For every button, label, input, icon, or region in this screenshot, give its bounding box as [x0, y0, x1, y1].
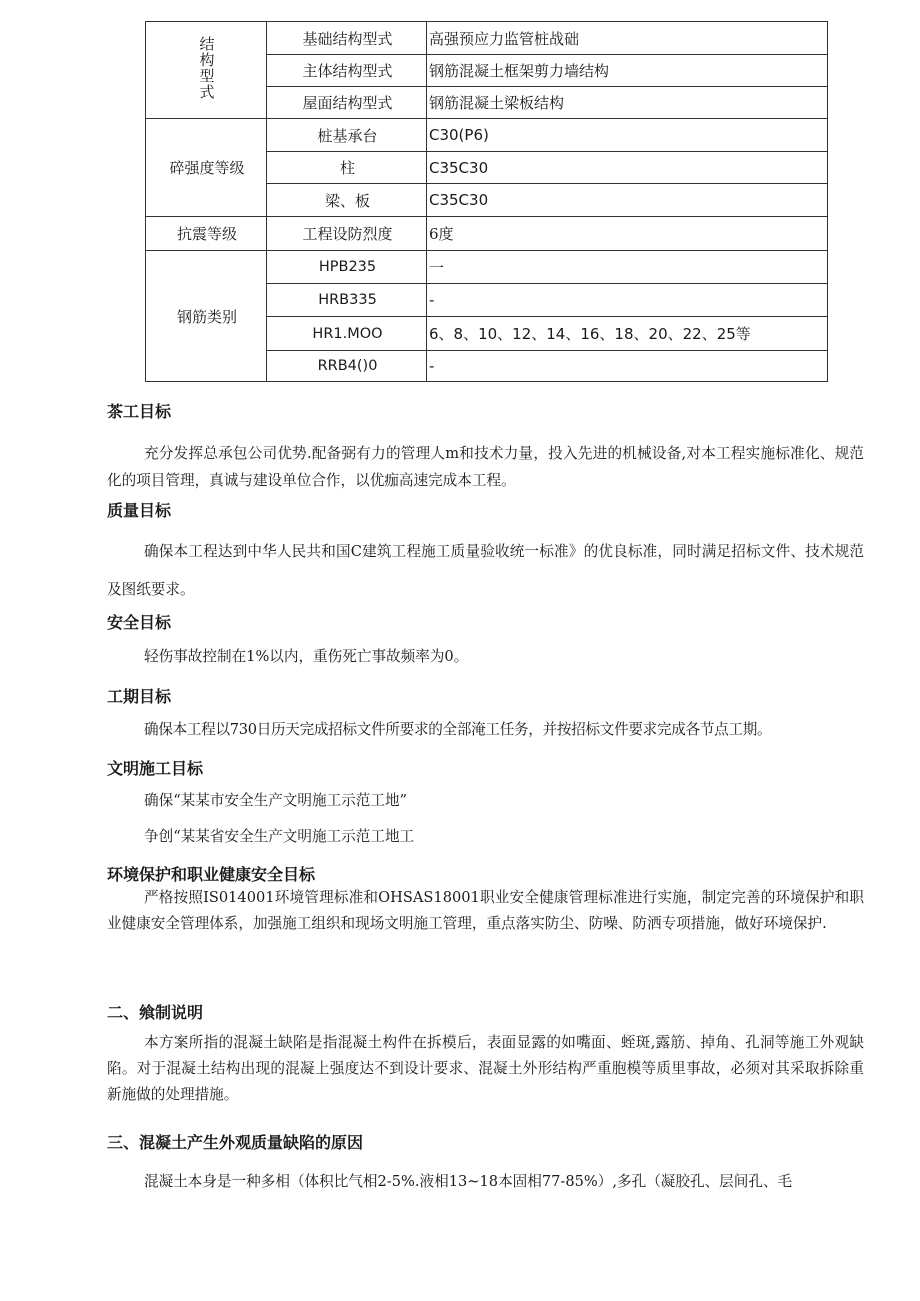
- rebar-value: 一: [427, 251, 828, 284]
- section-paragraph: 争创“某某省安全生产文明施工示范工地工: [144, 828, 415, 845]
- structure-item: 基础结构型式: [267, 22, 427, 55]
- seismic-value: 6度: [427, 217, 828, 251]
- rebar-item: RRB4()0: [267, 351, 427, 382]
- rebar-value: 6、8、10、12、14、16、18、20、22、25等: [427, 317, 828, 351]
- section-paragraph: 确保本工程以730日历天完成招标文件所要求的全部淹工任务，并按招标文件要求完成各节点工期。: [144, 721, 772, 738]
- section-heading: 环境保护和职业健康安全目标: [107, 865, 316, 884]
- structure-category: 结构型式: [146, 22, 267, 119]
- section-paragraph: 确保本工程达到中华人民共和国C建筑工程施工质量验收统一标准》的优良标准，同时满足招标文件、技术规范及图纸要求。: [107, 543, 864, 598]
- structure-value: 高强预应力监管桩战础: [427, 22, 828, 55]
- concrete-item: 桩基承台: [267, 119, 427, 152]
- concrete-category: 碎强度等级: [146, 119, 267, 217]
- section-heading: 二、飨制说明: [107, 1003, 204, 1022]
- section-heading: 安全目标: [107, 613, 172, 632]
- section-paragraph: 本方案所指的混凝土缺陷是指混凝土构件在拆模后，表面显露的如嘴面、蛭斑,露筋、掉角、孔洞等施工外观缺陷。对于混凝土结构出现的混凝上强度达不到设计要求、混凝土外形结构严重胞模等质里事故，必须对其采取拆除重新施做的处理措施。: [107, 1034, 864, 1103]
- rebar-item: HRB335: [267, 284, 427, 317]
- section-paragraph: 混凝土本身是一种多相（体积比气相2-5%.液相13~18本固相77-85%）,多孔（凝胶孔、层间孔、毛: [144, 1173, 793, 1190]
- structure-value: 钢筋混凝土梁板结构: [427, 87, 828, 119]
- section-heading: 质量目标: [107, 501, 172, 520]
- seismic-category: 抗震等级: [146, 217, 267, 251]
- structure-value: 钢筋混凝土框架剪力墙结构: [427, 55, 828, 87]
- concrete-value: C30(P6): [427, 119, 828, 152]
- structure-item: 屋面结构型式: [267, 87, 427, 119]
- section-heading: 茶工目标: [107, 402, 172, 421]
- concrete-item: 柱: [267, 152, 427, 184]
- rebar-category: 钢筋类别: [146, 251, 267, 382]
- spec-table: [145, 21, 828, 382]
- section-paragraph: 充分发挥总承包公司优势.配备弼有力的管理人m和技术力量，投入先进的机械设备,对本工程实施标准化、规范化的项目管理，真诚与建设单位合作，以优痂高速完成本工程。: [107, 445, 864, 489]
- concrete-value: C35C30: [427, 184, 828, 217]
- section-heading: 三、混凝土产生外观质量缺陷的原因: [107, 1133, 364, 1152]
- section-paragraph: 轻伤事故控制在1%以内，重伤死亡事故频率为0。: [144, 648, 469, 665]
- section-paragraph: 严格按照IS014001环境管理标准和OHSAS18001职业安全健康管理标准进行实施，制定完善的环境保护和职业健康安全管理体系，加强施工组织和现场文明施工管理，重点落实防尘、防噪、防洒专项措施，做好环境保护.: [107, 889, 864, 932]
- rebar-value: -: [427, 284, 828, 317]
- section-heading: 工期目标: [107, 687, 172, 706]
- concrete-value: C35C30: [427, 152, 828, 184]
- structure-item: 主体结构型式: [267, 55, 427, 87]
- concrete-item: 梁、板: [267, 184, 427, 217]
- rebar-item: HPB235: [267, 251, 427, 284]
- rebar-item: HR1.MOO: [267, 317, 427, 351]
- seismic-item: 工程设防烈度: [267, 217, 427, 251]
- section-heading: 文明施工目标: [107, 759, 204, 778]
- section-paragraph: 确保“某某市安全生产文明施工示范工地”: [144, 792, 408, 809]
- rebar-value: -: [427, 351, 828, 382]
